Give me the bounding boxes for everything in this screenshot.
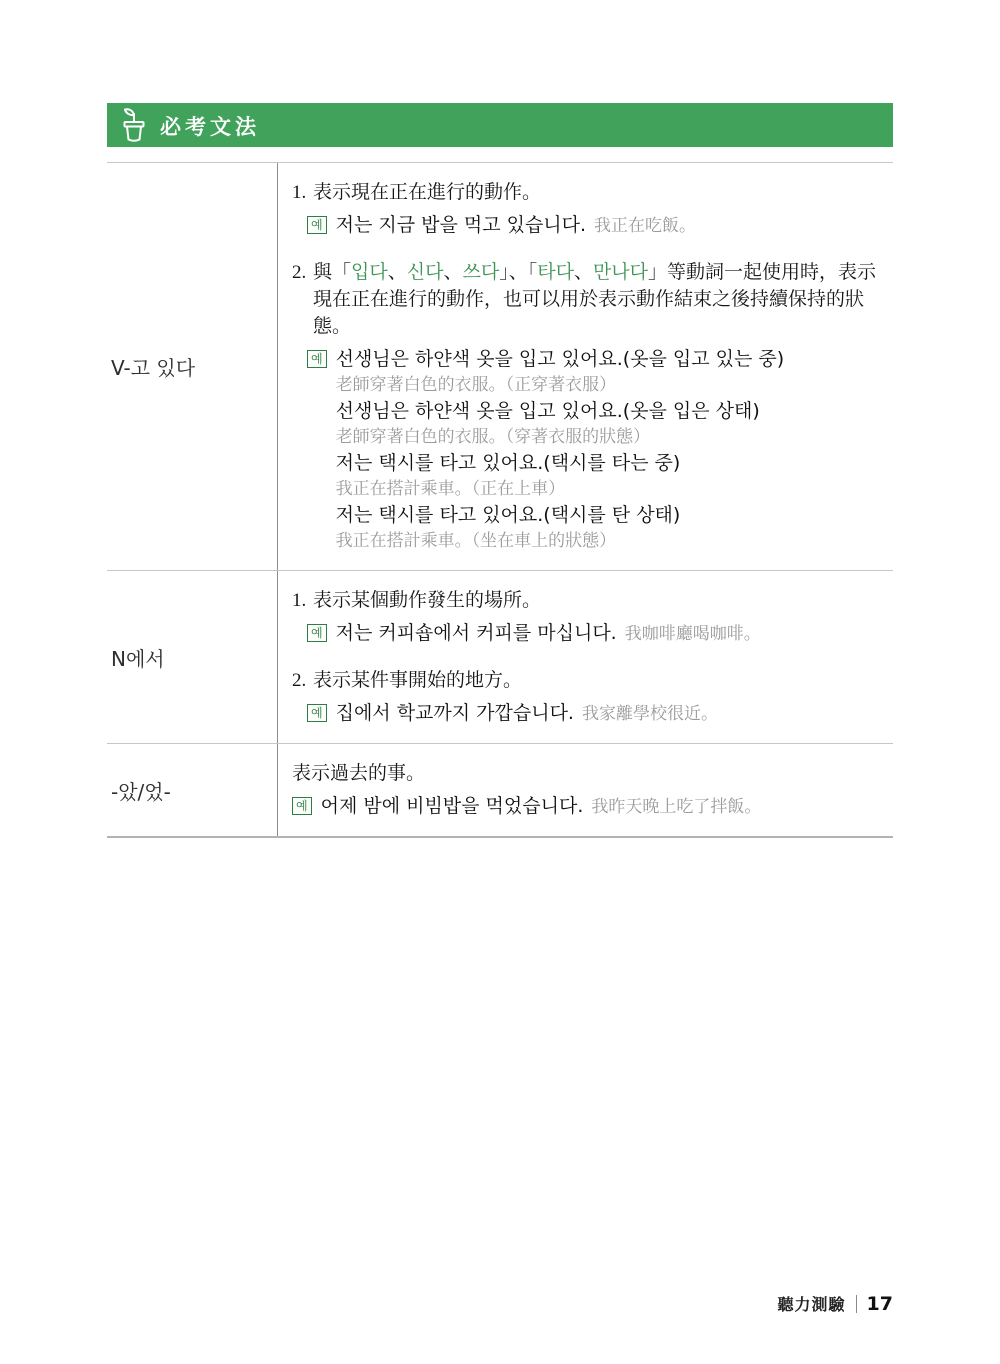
section-title: 必考文法 [160, 114, 260, 139]
example-lines [336, 620, 761, 647]
usage-item-2 [292, 667, 887, 727]
example-lines [321, 793, 762, 820]
example-chinese: 我正在搭計乘車。（坐在車上的狀態） [335, 531, 617, 550]
grammar-table [107, 162, 893, 838]
example-badge: 예 [307, 704, 327, 722]
example-row [292, 700, 887, 727]
item-number: 1. [292, 590, 307, 611]
usage-heading [292, 587, 887, 614]
text-segment: 」等動詞一起使用時，表示現在正在進行的動作，也可以用於表示動作結束之後持續保持的狀態。 [313, 262, 877, 337]
usage-item-1 [292, 587, 887, 647]
usage-heading [292, 667, 887, 694]
grammar-point-label: -았/었- [107, 744, 278, 836]
example-korean: 어제 밤에 비빔밥을 먹었습니다. [320, 795, 584, 817]
example-badge: 예 [307, 216, 327, 234]
example-korean: 저는 택시를 타고 있어요.(택시를 타는 중) [335, 452, 681, 474]
grammar-point-label: V-고 있다 [107, 163, 278, 570]
section-header-bar [107, 103, 893, 147]
example-badge: 예 [307, 624, 327, 642]
example-chinese: 老師穿著白色的衣服。（正穿著衣服） [335, 375, 617, 394]
item-text: 表示某個動作發生的場所。 [313, 590, 542, 611]
example-korean: 저는 택시를 타고 있어요.(택시를 탄 상태) [335, 504, 681, 526]
example-lines [336, 346, 785, 554]
item-number: 1. [292, 182, 307, 203]
korean-keyword: 타다 [537, 261, 574, 283]
item-text [313, 259, 887, 340]
example-korean: 집에서 학교까지 가깝습니다. [335, 702, 574, 724]
item-text: 表示過去的事。 [292, 763, 426, 784]
example-chinese: 我正在搭計乘車。（正在上車） [335, 479, 566, 498]
example-korean: 저는 커피숍에서 커피를 마십니다. [335, 622, 617, 644]
example-chinese: 老師穿著白色的衣服。（穿著衣服的狀態） [335, 427, 651, 446]
table-row-n-eseo [107, 570, 893, 743]
grammar-point-content [278, 571, 893, 743]
footer-section-title: 聽力測驗 [777, 1295, 846, 1314]
example-row [292, 212, 887, 239]
example-chinese: 我家離學校很近。 [581, 704, 718, 723]
usage-heading [292, 259, 887, 340]
example-lines [336, 212, 696, 239]
text-segment: 與「 [313, 262, 352, 283]
plant-pot-icon [119, 107, 149, 144]
page-footer [778, 1292, 893, 1315]
text-segment: 、 [443, 262, 463, 283]
grammar-point-content [278, 163, 893, 570]
example-badge: 예 [292, 797, 312, 815]
text-segment: 、 [387, 262, 407, 283]
item-text: 表示現在正在進行的動作。 [313, 182, 542, 203]
item-number: 2. [292, 670, 307, 691]
example-chinese: 我正在吃飯。 [594, 216, 697, 235]
example-korean: 저는 지금 밥을 먹고 있습니다. [335, 214, 587, 236]
example-row [292, 620, 887, 647]
usage-item-2 [292, 259, 887, 554]
korean-keyword: 입다 [351, 261, 388, 283]
text-segment: 」、「 [499, 262, 538, 283]
usage-item-1 [292, 179, 887, 239]
footer-divider [856, 1295, 857, 1313]
korean-keyword: 쓰다 [462, 261, 500, 283]
example-korean: 선생님은 하얀색 옷을 입고 있어요.(옷을 입은 상태) [335, 400, 760, 422]
korean-keyword: 신다 [406, 261, 444, 283]
table-row-v-go-itda [107, 163, 893, 570]
grammar-point-label: N에서 [107, 571, 278, 743]
korean-keyword: 만나다 [592, 261, 649, 283]
example-lines [336, 700, 718, 727]
usage-heading [292, 179, 887, 206]
example-badge: 예 [307, 350, 327, 368]
usage-item-1 [292, 760, 887, 820]
table-row-at-eot [107, 743, 893, 836]
example-korean: 선생님은 하얀색 옷을 입고 있어요.(옷을 입고 있는 중) [335, 348, 785, 370]
usage-heading [292, 760, 887, 787]
page-number: 17 [866, 1292, 893, 1315]
example-chinese: 我昨天晚上吃了拌飯。 [591, 797, 762, 816]
example-row [292, 793, 887, 820]
page-sheet [107, 0, 893, 838]
item-number: 2. [292, 262, 307, 283]
grammar-point-content [278, 744, 893, 836]
item-text: 表示某件事開始的地方。 [313, 670, 523, 691]
example-row [292, 346, 887, 554]
example-chinese: 我咖啡廳喝咖啡。 [624, 624, 761, 643]
text-segment: 、 [573, 262, 593, 283]
